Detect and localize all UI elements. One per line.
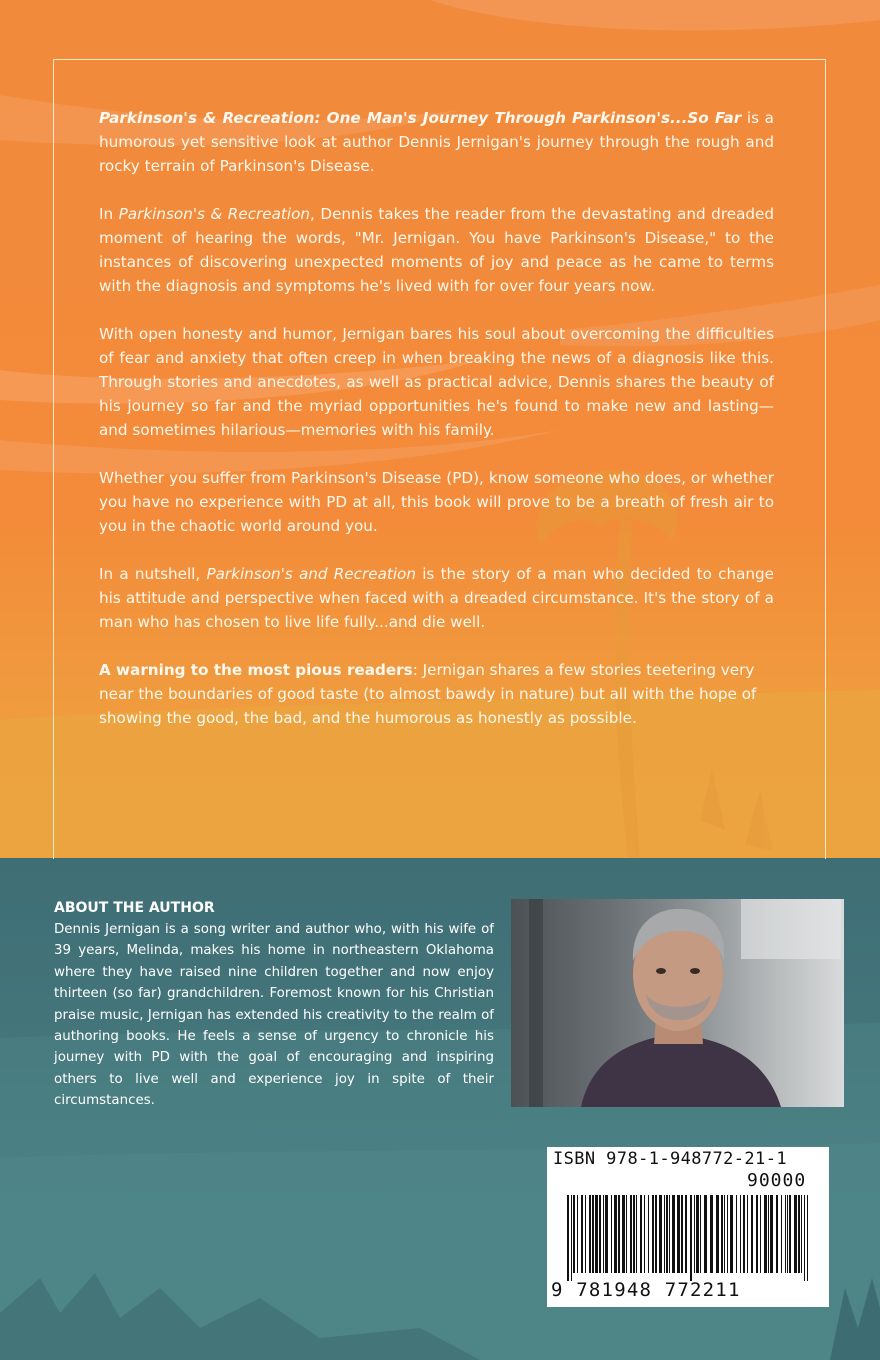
- isbn-number: ISBN 978-1-948772-21-1: [553, 1149, 787, 1169]
- book-title-italic: Parkinson's & Recreation: [118, 205, 311, 223]
- back-cover-blurb: [99, 106, 774, 730]
- about-the-author: [54, 897, 494, 1112]
- barcode-digits: 9 781948 772211: [551, 1279, 741, 1301]
- blurb-paragraph-6: A warning to the most pious readers: Jernigan shares a few stories teetering very near the boundaries of good taste (to almost bawdy in nature) but all with the hope of showing the good, the bad, and the humorous as honestly as possible.: [99, 661, 757, 727]
- author-portrait-illustration: [511, 899, 844, 1107]
- warning-lead: A warning to the most pious readers: [99, 661, 413, 679]
- author-photo: [511, 899, 844, 1107]
- author-heading: ABOUT THE AUTHOR: [54, 900, 215, 916]
- price-code: 90000: [747, 1170, 807, 1191]
- book-title-italic: Parkinson's and Recreation: [206, 565, 416, 583]
- isbn-barcode: [547, 1147, 829, 1307]
- blurb-paragraph-3: With open honesty and humor, Jernigan bares his soul about overcoming the difficulties of fear and anxiety that often creep in when breaking the news of a diagnosis like this. Through stories and anecdotes, as well as practical advice, Dennis shares the beauty of his journey so far and the myriad opportunities he's found to make new and lasting—and sometimes hilarious—memories with his family.: [99, 325, 774, 439]
- blurb-paragraph-1: Parkinson's & Recreation: One Man's Journey Through Parkinson's...So Far is a humorous yet sensitive look at author Dennis Jernigan's journey through the rough and rocky terrain of Parkinson's Disease.: [99, 109, 774, 175]
- author-bio: Dennis Jernigan is a song writer and author who, with his wife of 39 years, Melinda, makes his home in northeastern Oklahoma where they have raised nine children together and now enjoy thirteen (so far) grandchildren. Foremost known for his Christian praise music, Jernigan has extended his creativity to the realm of authoring books. He feels a sense of urgency to chronicle his journey with PD with the goal of encouraging and inspiring others to live well and experience joy in spite of their circumstances.: [54, 922, 494, 1109]
- blurb-paragraph-4: Whether you suffer from Parkinson's Disease (PD), know someone who does, or whether you have no experience with PD at all, this book will prove to be a breath of fresh air to you in the chaotic world around you.: [99, 469, 774, 535]
- book-title-bold-italic: Parkinson's & Recreation: One Man's Journey Through Parkinson's...So Far: [99, 109, 742, 127]
- blurb-paragraph-5: In a nutshell, Parkinson's and Recreation is the story of a man who decided to change his attitude and perspective when faced with a dreaded circumstance. It's the story of a man who has chosen to live life fully...and die well.: [99, 565, 775, 631]
- blurb-paragraph-2: In Parkinson's & Recreation, Dennis takes the reader from the devastating and dreaded moment of hearing the words, "Mr. Jernigan. You have Parkinson's Disease," to the instances of discovering unexpected moments of joy and peace as he came to terms with the diagnosis and symptoms he's lived with for over four years now.: [99, 205, 775, 295]
